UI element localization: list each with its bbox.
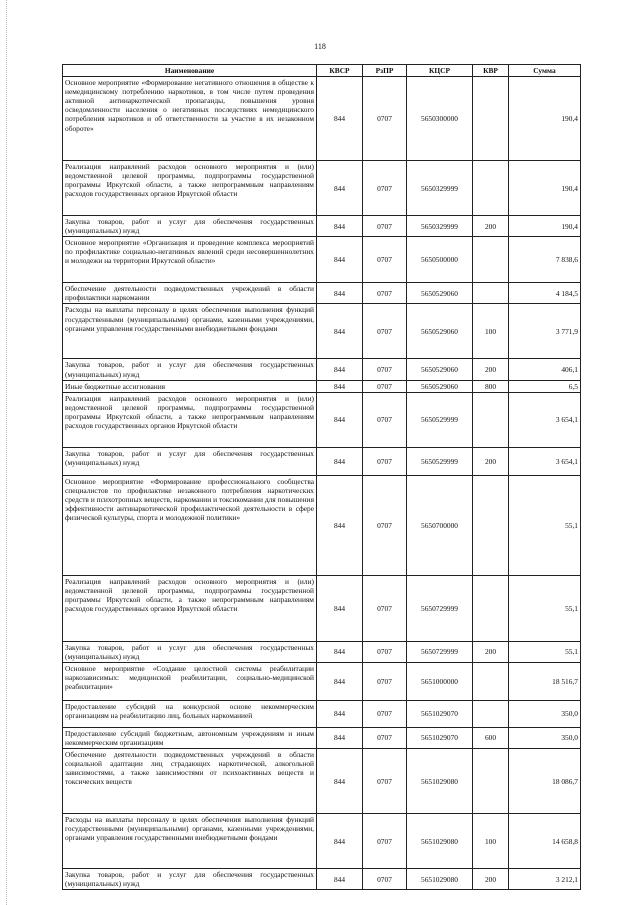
header-rzpr: РзПР xyxy=(363,65,407,77)
cell-sum: 190,4 xyxy=(509,77,581,161)
cell-name: Основное мероприятие «Создание целостной системы реабилитации наркозависимых: медицинской реабилитации, социально-медицинской реабилитации» xyxy=(63,662,317,700)
cell-rzpr: 0707 xyxy=(363,304,407,359)
cell-sum: 3 771,9 xyxy=(509,304,581,359)
cell-kcsr: 5651029070 xyxy=(407,700,473,727)
cell-rzpr: 0707 xyxy=(363,216,407,237)
cell-kcsr: 5651000000 xyxy=(407,662,473,700)
table-row xyxy=(63,380,581,392)
cell-kvr xyxy=(473,392,509,447)
cell-kcsr: 5650529060 xyxy=(407,359,473,380)
cell-sum: 18 516,7 xyxy=(509,662,581,700)
cell-kcsr: 5651029070 xyxy=(407,727,473,748)
header-kvsr: КВСР xyxy=(317,65,363,77)
cell-rzpr: 0707 xyxy=(363,359,407,380)
cell-kvsr: 844 xyxy=(317,380,363,392)
table-row xyxy=(63,575,581,641)
cell-kcsr: 5650329999 xyxy=(407,216,473,237)
budget-table xyxy=(62,64,581,890)
cell-sum: 3 654,1 xyxy=(509,447,581,475)
cell-sum: 14 658,8 xyxy=(509,814,581,869)
cell-sum: 190,4 xyxy=(509,161,581,216)
table-row xyxy=(63,359,581,380)
cell-kcsr: 5650329999 xyxy=(407,161,473,216)
table-row xyxy=(63,641,581,662)
cell-kcsr: 5651029080 xyxy=(407,814,473,869)
cell-rzpr: 0707 xyxy=(363,237,407,283)
cell-kvr: 200 xyxy=(473,216,509,237)
cell-name: Реализация направлений расходов основного мероприятия и (или) ведомственной целевой программы, подпрограммы государственной программы Иркутской области, а также непрограммным направлениям расходов государственных органов Иркутской области xyxy=(63,575,317,641)
cell-kvsr: 844 xyxy=(317,359,363,380)
cell-kcsr: 5650729999 xyxy=(407,641,473,662)
cell-kvr: 200 xyxy=(473,447,509,475)
cell-kvr xyxy=(473,77,509,161)
cell-kvr: 800 xyxy=(473,380,509,392)
cell-kcsr: 5650529060 xyxy=(407,283,473,304)
table-row xyxy=(63,749,581,814)
cell-rzpr: 0707 xyxy=(363,161,407,216)
cell-name: Основное мероприятие «Формирование профессионального сообщества специалистов по профилактике незаконного потребления наркотических средств и психотропных веществ, наркомании и токсикомании для повышения эффективности антинаркотической профилактической деятельности в сфере физической культуры, спорта и молодежной политики» xyxy=(63,475,317,575)
cell-sum: 6,5 xyxy=(509,380,581,392)
cell-kcsr: 5650529999 xyxy=(407,447,473,475)
cell-kcsr: 5650529060 xyxy=(407,380,473,392)
cell-kcsr: 5651029080 xyxy=(407,869,473,890)
table-row xyxy=(63,869,581,890)
table-row xyxy=(63,447,581,475)
cell-kvr: 200 xyxy=(473,869,509,890)
cell-kvsr: 844 xyxy=(317,283,363,304)
cell-sum: 55,1 xyxy=(509,475,581,575)
cell-kvsr: 844 xyxy=(317,216,363,237)
cell-sum: 18 086,7 xyxy=(509,749,581,814)
cell-sum: 55,1 xyxy=(509,641,581,662)
cell-rzpr: 0707 xyxy=(363,749,407,814)
cell-kvsr: 844 xyxy=(317,77,363,161)
cell-rzpr: 0707 xyxy=(363,662,407,700)
cell-sum: 406,1 xyxy=(509,359,581,380)
cell-kvr: 200 xyxy=(473,359,509,380)
table-row xyxy=(63,283,581,304)
cell-name: Реализация направлений расходов основного мероприятия и (или) ведомственной целевой программы, подпрограммы государственной программы Иркутской области, а также непрограммным направлениям расходов государственных органов Иркутской области xyxy=(63,161,317,216)
scan-edge xyxy=(6,0,8,905)
header-sum: Сумма xyxy=(509,65,581,77)
table-row xyxy=(63,237,581,283)
cell-kcsr: 5650700000 xyxy=(407,475,473,575)
table-row xyxy=(63,700,581,727)
cell-kvsr: 844 xyxy=(317,575,363,641)
cell-kvr xyxy=(473,662,509,700)
cell-name: Закупка товаров, работ и услуг для обеспечения государственных (муниципальных) нужд xyxy=(63,641,317,662)
cell-kvsr: 844 xyxy=(317,749,363,814)
table-row xyxy=(63,814,581,869)
header-kvr: КВР xyxy=(473,65,509,77)
cell-kcsr: 5650529999 xyxy=(407,392,473,447)
cell-kvr xyxy=(473,749,509,814)
cell-kcsr: 5650300000 xyxy=(407,77,473,161)
table-row xyxy=(63,77,581,161)
cell-sum: 350,0 xyxy=(509,727,581,748)
cell-name: Обеспечение деятельности подведомственных учреждений в области социальной адаптации лиц страдающих наркотической, алкогольной зависимостями, а также зависимостями от психоактивных веществ и токсических веществ xyxy=(63,749,317,814)
table-row xyxy=(63,475,581,575)
cell-name: Закупка товаров, работ и услуг для обеспечения государственных (муниципальных) нужд xyxy=(63,216,317,237)
cell-kvsr: 844 xyxy=(317,237,363,283)
cell-name: Расходы на выплаты персоналу в целях обеспечения выполнения функций государственными (муниципальными) органами, казенными учреждениями, органами управления государственными внебюджетными фондами xyxy=(63,304,317,359)
cell-name: Закупка товаров, работ и услуг для обеспечения государственных (муниципальных) нужд xyxy=(63,447,317,475)
cell-rzpr: 0707 xyxy=(363,641,407,662)
cell-sum: 4 184,5 xyxy=(509,283,581,304)
cell-kvsr: 844 xyxy=(317,814,363,869)
table-row xyxy=(63,161,581,216)
cell-kvsr: 844 xyxy=(317,727,363,748)
cell-name: Основное мероприятие «Формирование негативного отношения в обществе к немедицинскому потреблению наркотиков, в том числе путем проведения активной антинаркотической пропаганды, повышения уровня осведомленности населения о негативных последствиях немедицинского потребления наркотиков и об ответственности за участие в их незаконном обороте» xyxy=(63,77,317,161)
table-row xyxy=(63,304,581,359)
cell-kvsr: 844 xyxy=(317,869,363,890)
cell-kvsr: 844 xyxy=(317,700,363,727)
cell-rzpr: 0707 xyxy=(363,475,407,575)
table-row xyxy=(63,216,581,237)
cell-kcsr: 5650500000 xyxy=(407,237,473,283)
cell-rzpr: 0707 xyxy=(363,869,407,890)
page-number: 118 xyxy=(314,42,326,51)
cell-kvsr: 844 xyxy=(317,392,363,447)
cell-name: Предоставление субсидий бюджетным, автономным учреждениям и иным некоммерческим организациям xyxy=(63,727,317,748)
cell-kvr xyxy=(473,700,509,727)
cell-kvsr: 844 xyxy=(317,161,363,216)
cell-name: Закупка товаров, работ и услуг для обеспечения государственных (муниципальных) нужд xyxy=(63,869,317,890)
cell-kcsr: 5651029080 xyxy=(407,749,473,814)
cell-rzpr: 0707 xyxy=(363,727,407,748)
cell-rzpr: 0707 xyxy=(363,283,407,304)
cell-kvsr: 844 xyxy=(317,304,363,359)
cell-kvr xyxy=(473,283,509,304)
cell-sum: 3 212,1 xyxy=(509,869,581,890)
cell-rzpr: 0707 xyxy=(363,814,407,869)
cell-kvr: 200 xyxy=(473,641,509,662)
cell-name: Реализация направлений расходов основного мероприятия и (или) ведомственной целевой программы, подпрограммы государственной программы Иркутской области, а также непрограммным направлениям расходов государственных органов Иркутской области xyxy=(63,392,317,447)
cell-sum: 7 838,6 xyxy=(509,237,581,283)
cell-sum: 350,0 xyxy=(509,700,581,727)
header-name: Наименование xyxy=(63,65,317,77)
cell-rzpr: 0707 xyxy=(363,575,407,641)
cell-name: Основное мероприятие «Организация и проведение комплекса мероприятий по профилактике социально-негативных явлений среди несовершеннолетних и молодежи на территории Иркутской области» xyxy=(63,237,317,283)
cell-kvr xyxy=(473,237,509,283)
cell-name: Расходы на выплаты персоналу в целях обеспечения выполнения функций государственными (муниципальными) органами, казенными учреждениями, органами управления государственными внебюджетными фондами xyxy=(63,814,317,869)
cell-kvr: 100 xyxy=(473,814,509,869)
cell-kvr: 100 xyxy=(473,304,509,359)
table-row xyxy=(63,727,581,748)
cell-kvr xyxy=(473,161,509,216)
cell-rzpr: 0707 xyxy=(363,380,407,392)
cell-name: Обеспечение деятельности подведомственных учреждений в области профилактики наркомании xyxy=(63,283,317,304)
header-kcsr: КЦСР xyxy=(407,65,473,77)
cell-name: Закупка товаров, работ и услуг для обеспечения государственных (муниципальных) нужд xyxy=(63,359,317,380)
cell-sum: 190,4 xyxy=(509,216,581,237)
table-row xyxy=(63,392,581,447)
table-body xyxy=(63,77,581,890)
cell-kvr xyxy=(473,575,509,641)
cell-rzpr: 0707 xyxy=(363,447,407,475)
table-header xyxy=(63,65,581,77)
cell-sum: 55,1 xyxy=(509,575,581,641)
cell-kcsr: 5650729999 xyxy=(407,575,473,641)
cell-kvsr: 844 xyxy=(317,447,363,475)
table-row xyxy=(63,662,581,700)
cell-rzpr: 0707 xyxy=(363,77,407,161)
cell-rzpr: 0707 xyxy=(363,392,407,447)
cell-kvr xyxy=(473,475,509,575)
cell-kvsr: 844 xyxy=(317,475,363,575)
cell-kcsr: 5650529060 xyxy=(407,304,473,359)
cell-name: Иные бюджетные ассигнования xyxy=(63,380,317,392)
cell-kvr: 600 xyxy=(473,727,509,748)
cell-sum: 3 654,1 xyxy=(509,392,581,447)
cell-name: Предоставление субсидий на конкурсной основе некоммерческим организациям на реабилитацию лиц, больных наркоманией xyxy=(63,700,317,727)
cell-kvsr: 844 xyxy=(317,641,363,662)
cell-rzpr: 0707 xyxy=(363,700,407,727)
cell-kvsr: 844 xyxy=(317,662,363,700)
